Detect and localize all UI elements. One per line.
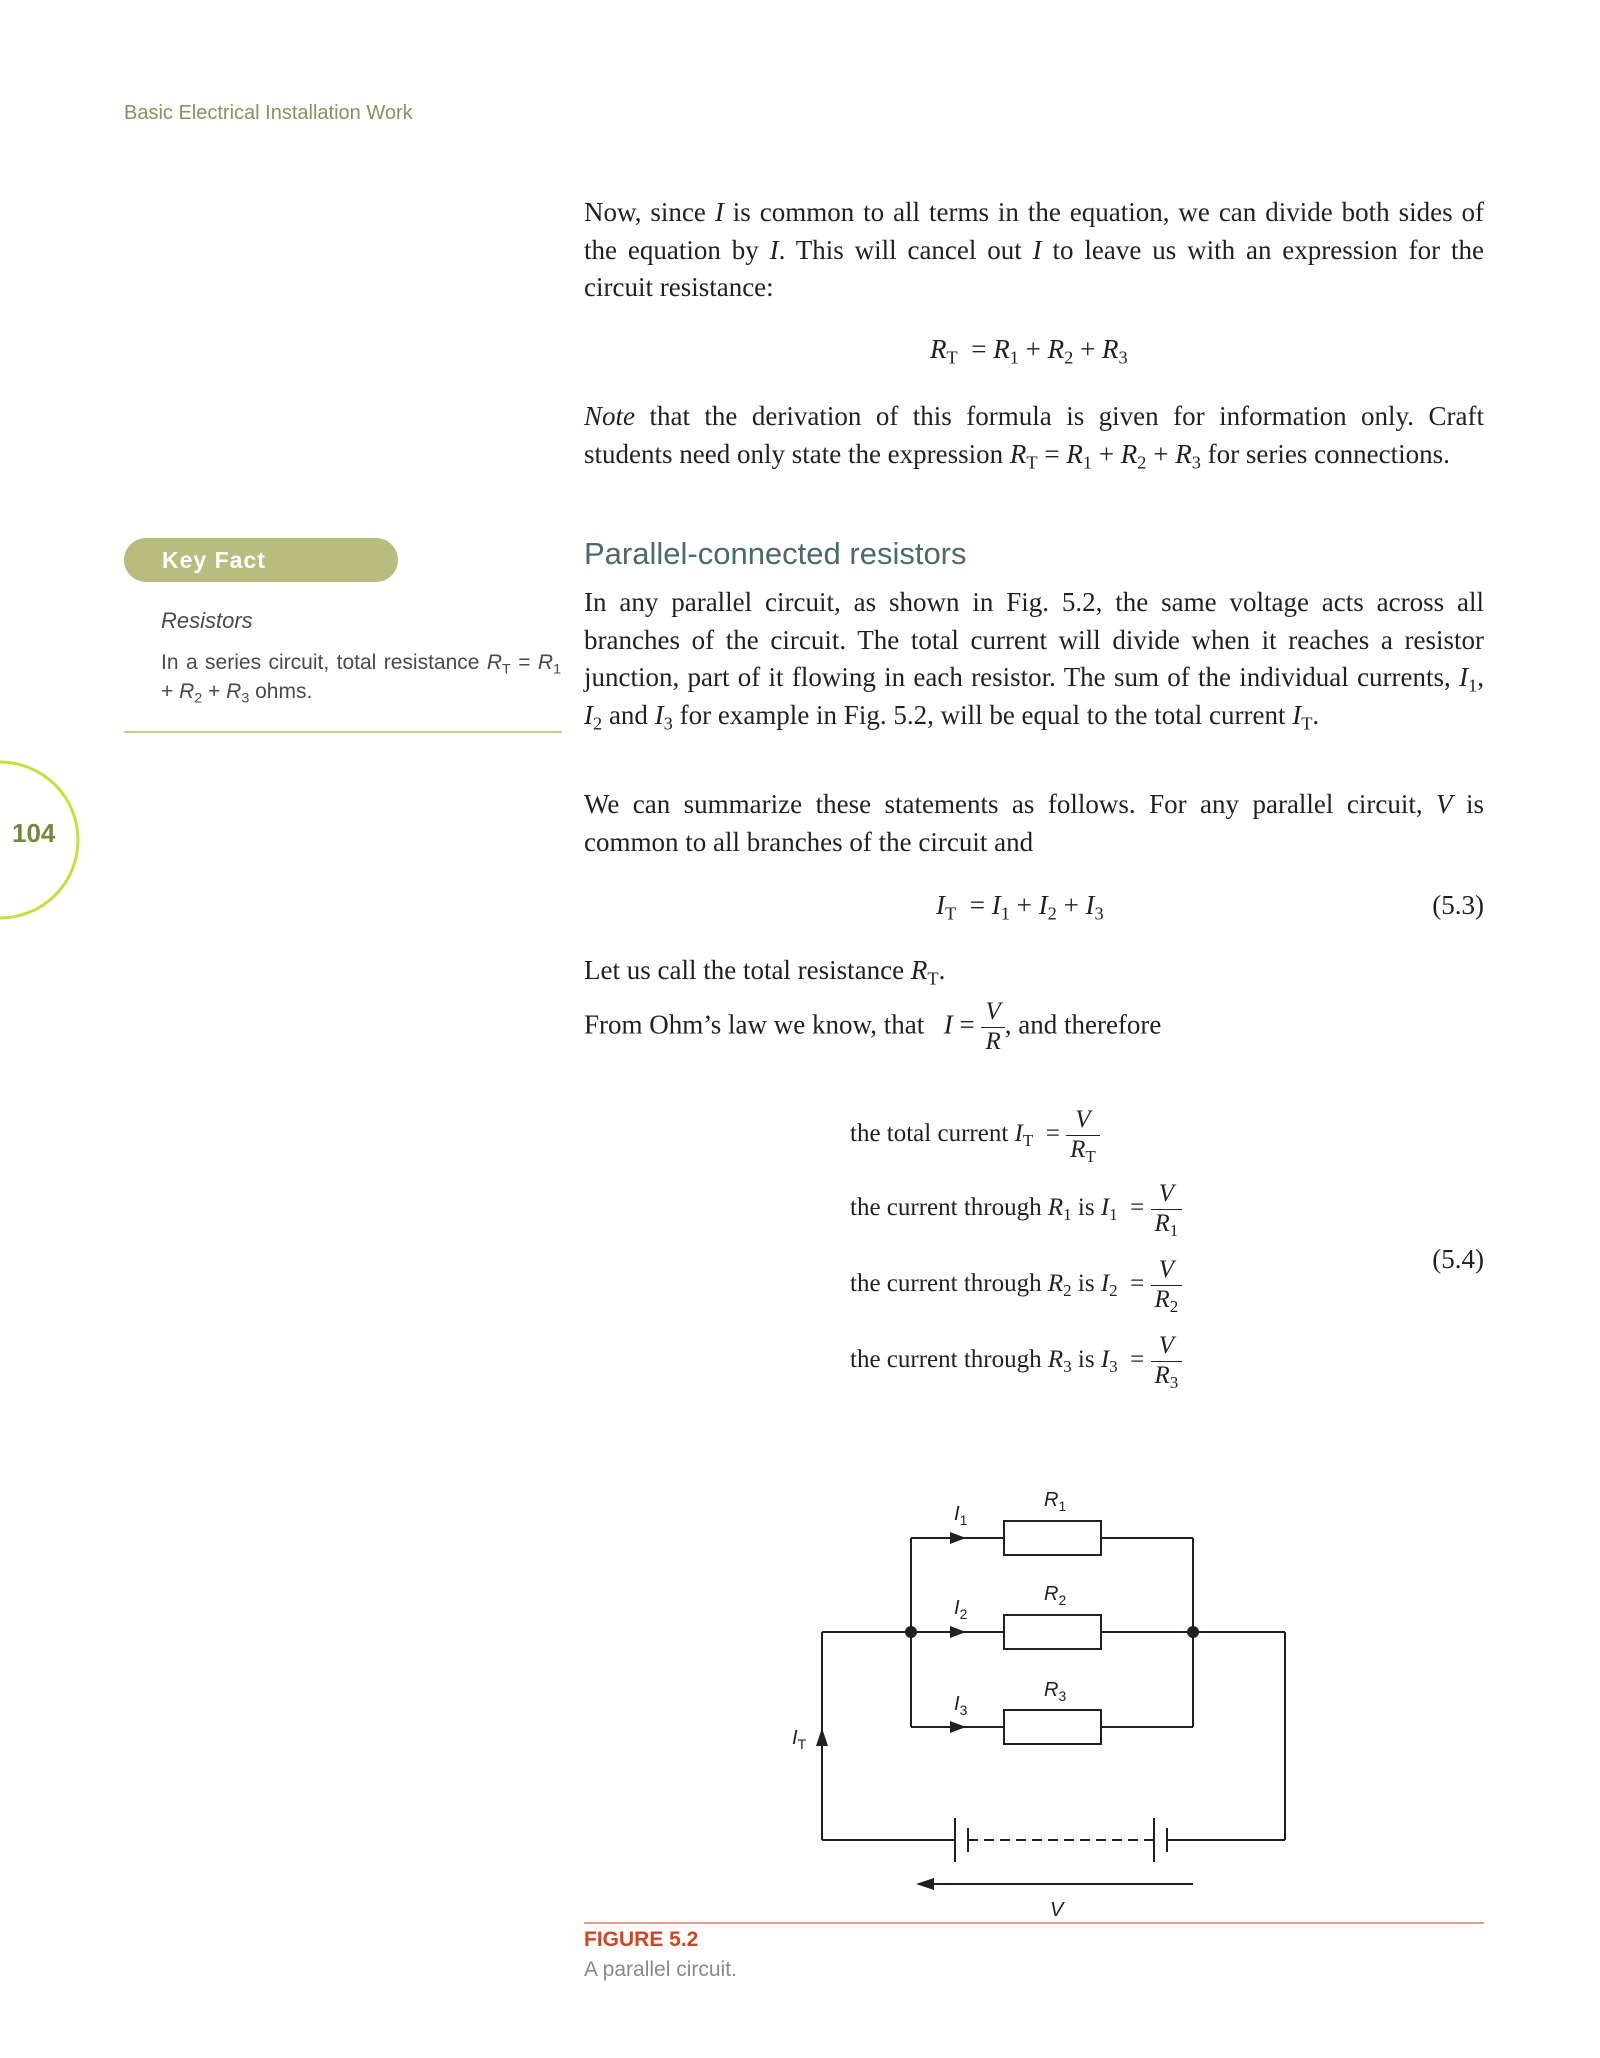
equation-series-resistance: $R_T = R_1 + R_2 + R_3$ <box>930 334 1128 368</box>
figure-label: FIGURE 5.2 <box>584 1928 699 1951</box>
paragraph-6: From Ohm’s law we know, that I = $\frac{V}{R}$ , and therefore <box>584 998 1162 1055</box>
paragraph-4: We can summarize these statements as follows. For any parallel circuit, V is common to all branches of the circuit and <box>584 789 1484 857</box>
arrow-v <box>916 1878 934 1890</box>
equation-current-r2: the current through $R_2$ is $I_2$ = $\frac{V}{R_2}$ <box>850 1256 1182 1315</box>
section-heading: Parallel-connected resistors <box>584 536 967 571</box>
arrow-i2 <box>950 1626 966 1638</box>
resistor-r2 <box>1004 1615 1101 1649</box>
equation-5-3: $I_T = I_1 + I_2 + I_3$ <box>936 890 1104 924</box>
key-fact-body: In a series circuit, total resistance $R_T = R_1 + R_2 + R_3$ ohms. <box>161 651 561 707</box>
equation-current-r3: the current through $R_3$ is $I_3$ = $\frac{V}{R_3}$ <box>850 1332 1182 1391</box>
page-number: 104 <box>12 818 56 848</box>
label-r2: $R_2$ <box>1044 1583 1067 1608</box>
arrow-i1 <box>950 1532 966 1544</box>
junction-right <box>1187 1626 1199 1638</box>
label-i3: $I_3$ <box>954 1693 968 1718</box>
resistor-r1 <box>1004 1521 1101 1555</box>
arrow-it <box>816 1728 828 1746</box>
paragraph-2: Note that the derivation of this formula is given for information only. Craft students need only state the expression $R_T = R_1 + R_2 + R_3$ for series connections. <box>584 401 1484 472</box>
arrow-i3 <box>950 1721 966 1733</box>
label-r1: $R_1$ <box>1044 1489 1067 1514</box>
key-fact-badge: Key Fact <box>124 538 398 582</box>
label-i1: $I_1$ <box>954 1503 968 1528</box>
paragraph-3: In any parallel circuit, as shown in Fig. 5.2, the same voltage acts across all branches of the circuit. The total current will divide when it reaches a resistor junction, part of it flowing in each resistor. The sum of the individual currents, $I_1$, $I_2$ and $I_3$ for example in Fig. 5.2, will be equal to the total current $I_T$. <box>584 587 1484 733</box>
equation-total-current: the total current $I_T$ = $\frac{V}{R_T}$ <box>850 1106 1100 1165</box>
running-head: Basic Electrical Installation Work <box>124 102 413 124</box>
equation-number-5-4: (5.4) <box>1432 1244 1484 1274</box>
key-fact-title: Resistors <box>161 608 253 633</box>
paragraph-1: Now, since I is common to all terms in the equation, we can divide both sides of the equation by I. This will cancel out I to leave us with an expression for the circuit resistance: <box>584 197 1484 302</box>
label-i2: $I_2$ <box>954 1597 968 1622</box>
figure-rule <box>584 1922 1484 1924</box>
junction-left <box>905 1626 917 1638</box>
figure-caption: A parallel circuit. <box>584 1958 737 1981</box>
equation-current-r1: the current through $R_1$ is $I_1$ = $\frac{V}{R_1}$ <box>850 1180 1182 1239</box>
equation-number-5-3: (5.3) <box>1432 890 1484 920</box>
label-v: V <box>1050 1899 1064 1921</box>
paragraph-5: Let us call the total resistance $R_T$. <box>584 955 946 989</box>
label-it: $I_T$ <box>792 1727 807 1752</box>
label-r3: $R_3$ <box>1044 1679 1067 1704</box>
resistor-r3 <box>1004 1710 1101 1744</box>
